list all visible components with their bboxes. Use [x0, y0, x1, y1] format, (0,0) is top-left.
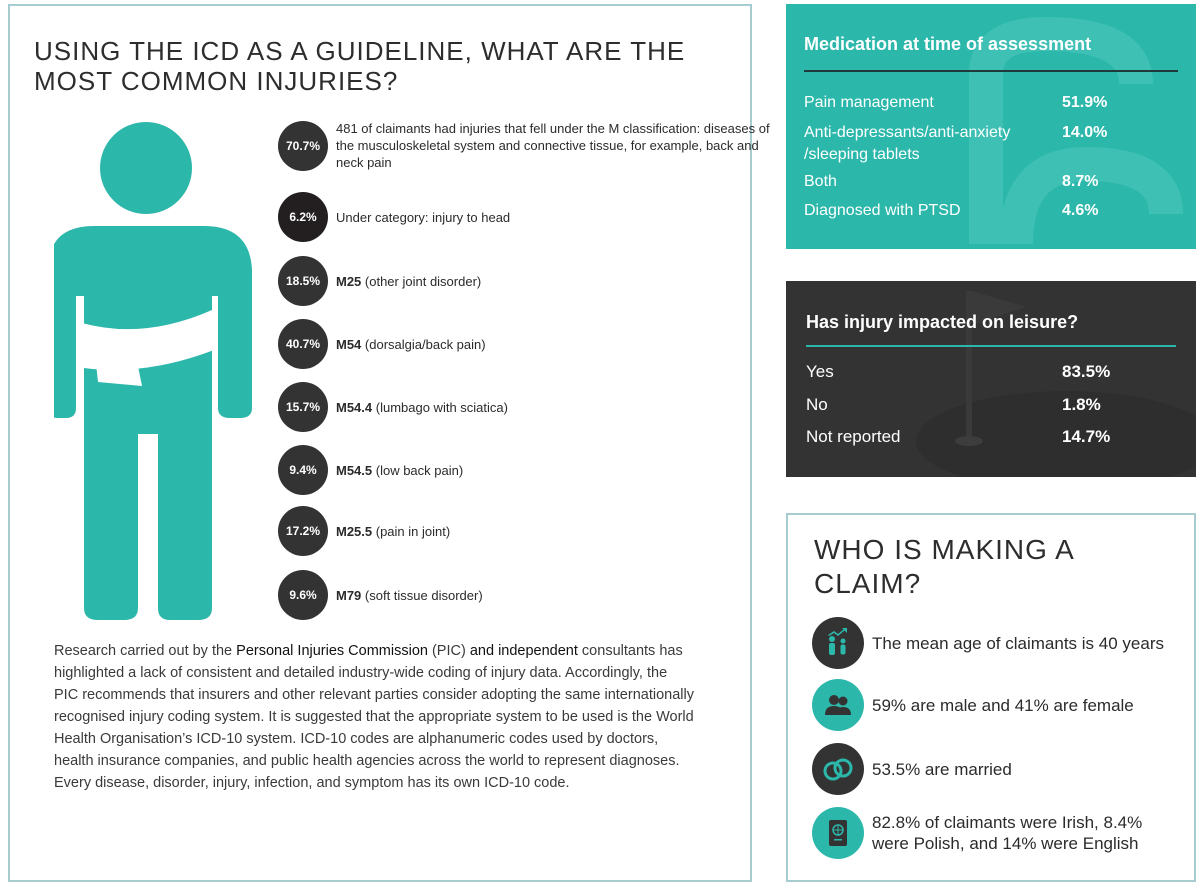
- stat-code: M25.5: [336, 523, 373, 539]
- stat-row: [278, 445, 463, 495]
- paragraph-text: consultants has highlighted a lack of consistent and detailed industry-wide coding of injury data. Accordingly, the PIC recommends that insurers and other relevant parties consider adopting the same internationally recognised injury coding system. It is suggested that the appropriate system to be used is the World Health Organisation’s ICD-10 system. ICD-10 codes are alphanumeric codes used by doctors, health insurance companies, and public health agencies across the world to represent diagnoses. Every disease, disorder, injury, infection, and symptom has its own ICD-10 code.: [54, 643, 694, 791]
- leisure-title: Has injury impacted on leisure?: [806, 312, 1079, 332]
- stat-description: (soft tissue disorder): [361, 587, 483, 603]
- human-figure-icon: [54, 118, 264, 623]
- claimant-text: The mean age of claimants is 40 years: [872, 633, 1164, 653]
- row-label: Yes: [806, 362, 834, 381]
- leisure-row: [806, 394, 1101, 416]
- leisure-row: [806, 361, 1110, 383]
- stat-text: [336, 523, 450, 540]
- stat-badge: 15.7%: [278, 382, 328, 432]
- stat-row: [278, 570, 483, 620]
- medication-title: Medication at time of assessment: [804, 34, 1092, 54]
- stat-badge: 9.6%: [278, 570, 328, 620]
- medication-row: [804, 92, 1107, 114]
- row-value: 4.6%: [1062, 202, 1099, 219]
- stat-code: M79: [336, 587, 362, 603]
- body-paragraph: [54, 640, 694, 794]
- claimant-text: 82.8% of claimants were Irish, 8.4% were Polish, and 14% were English: [872, 813, 1143, 853]
- claimant-item: [812, 679, 1134, 731]
- stat-badge: 70.7%: [278, 121, 328, 171]
- medication-row: [804, 122, 1107, 166]
- row-label: Pain management: [804, 94, 934, 111]
- stat-description: (lumbago with sciatica): [372, 399, 508, 415]
- divider: [806, 345, 1176, 347]
- row-label: Both: [804, 173, 837, 190]
- stat-text: [336, 273, 481, 290]
- medication-row: [804, 200, 1098, 222]
- stat-row: [278, 506, 450, 556]
- claimant-item: [812, 807, 1172, 859]
- leisure-row: [806, 426, 1110, 448]
- passport-icon: [812, 807, 864, 859]
- stat-row: [278, 382, 508, 432]
- row-label: Diagnosed with PTSD: [804, 202, 961, 219]
- stat-badge: 18.5%: [278, 256, 328, 306]
- stat-description: (low back pain): [372, 462, 464, 478]
- stat-badge: 17.2%: [278, 506, 328, 556]
- stat-badge: 6.2%: [278, 192, 328, 242]
- stat-row: [278, 319, 486, 369]
- injuries-title: USING THE ICD AS A GUIDELINE, WHAT ARE THE MOST COMMON INJURIES?: [34, 36, 686, 96]
- stat-row: [278, 120, 776, 171]
- row-value: 8.7%: [1062, 173, 1099, 190]
- stat-text: [336, 120, 776, 171]
- stat-code: M25: [336, 273, 362, 289]
- medication-row: [804, 171, 1098, 193]
- rings-icon: [812, 743, 864, 795]
- paragraph-text: Research carried out by the: [54, 643, 237, 659]
- medication-panel: [786, 4, 1196, 249]
- injuries-panel: [8, 4, 770, 882]
- divider: [804, 70, 1178, 72]
- stat-description: (dorsalgia/back pain): [361, 336, 486, 352]
- row-value: 51.9%: [1062, 94, 1108, 111]
- claimant-item: [812, 743, 1012, 795]
- stat-code: M54: [336, 336, 362, 352]
- claimant-item: [812, 617, 1164, 669]
- stat-description: (pain in joint): [372, 523, 451, 539]
- paragraph-org-name: Personal Injuries Commission: [236, 643, 428, 659]
- leisure-panel: [786, 281, 1196, 477]
- claimant-text: 59% are male and 41% are female: [872, 695, 1134, 715]
- claimants-panel: [786, 513, 1196, 882]
- paragraph-text: (PIC): [427, 643, 470, 659]
- stat-badge: 9.4%: [278, 445, 328, 495]
- stat-row: [278, 256, 481, 306]
- stat-description: Under category: injury to head: [336, 209, 511, 225]
- row-label: Not reported: [806, 427, 901, 446]
- stat-badge: 40.7%: [278, 319, 328, 369]
- stat-description: (other joint disorder): [361, 273, 482, 289]
- row-label: Anti-depressants/anti-anxiety /sleeping tablets: [804, 124, 1011, 163]
- claimant-text: 53.5% are married: [872, 759, 1012, 779]
- row-value: 14.7%: [1062, 427, 1111, 446]
- stat-code: M54.5: [336, 462, 373, 478]
- stat-row: [278, 192, 510, 242]
- stat-text: [336, 336, 486, 353]
- paragraph-emphasis: and independent: [469, 643, 578, 659]
- row-label: No: [806, 395, 828, 414]
- row-value: 83.5%: [1062, 362, 1111, 381]
- stat-description: 481 of claimants had injuries that fell under the M classification: diseases of the musculoskeletal system and connective tissue, for example, back and neck pain: [336, 121, 770, 170]
- row-value: 14.0%: [1062, 124, 1108, 141]
- people-icon: [812, 679, 864, 731]
- row-value: 1.8%: [1062, 395, 1101, 414]
- stat-text: [336, 462, 463, 479]
- stat-code: M54.4: [336, 399, 373, 415]
- stat-text: [336, 587, 483, 604]
- family-growth-icon: [812, 617, 864, 669]
- claimants-title: WHO IS MAKING A CLAIM?: [814, 534, 1074, 599]
- stat-text: [336, 399, 508, 416]
- stat-text: [336, 209, 510, 226]
